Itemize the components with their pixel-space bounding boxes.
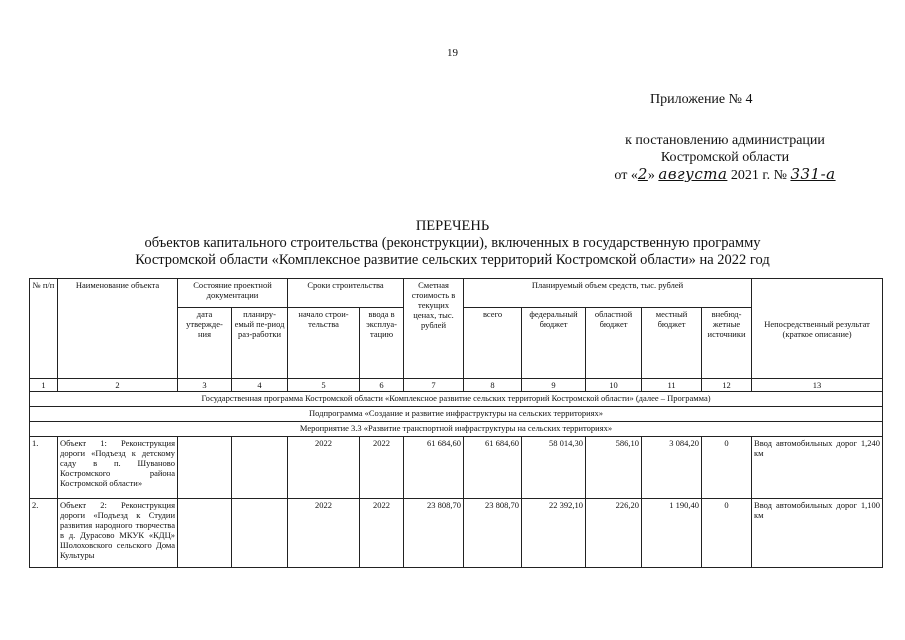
- header-regional: областной бюджет: [586, 308, 642, 379]
- column-number: 5: [288, 379, 360, 392]
- table-row: [30, 437, 883, 499]
- header-commission: ввода в эксплуа-тацию: [360, 308, 404, 379]
- title-line-3: Костромской области «Комплексное развитие сельских территорий Костромской области» на 2022 год: [135, 252, 770, 268]
- header-project-state: Состояние проектной документации: [178, 279, 288, 308]
- column-number: 2: [58, 379, 178, 392]
- header-row-top: [30, 279, 883, 308]
- header-planned-period: планиру-емый пе-риод раз-работки: [232, 308, 288, 379]
- header-offbudget: внебюд-жетные источники: [702, 308, 752, 379]
- row-federal: 22 392,10: [522, 499, 586, 568]
- table-row: [30, 499, 883, 568]
- row-name: Объект 2: Реконструкция дороги «Подъезд к Студии развития народного творчества в д. Дурасово МКУК «КДЦ» Шолоховского сельского Дома Культуры: [58, 499, 178, 568]
- column-number: 11: [642, 379, 702, 392]
- row-offbudget: 0: [702, 499, 752, 568]
- header-construction-terms: Сроки строительства: [288, 279, 404, 308]
- row-estimate: 61 684,60: [404, 437, 464, 499]
- column-number: 12: [702, 379, 752, 392]
- row-num: 2.: [30, 499, 58, 568]
- row-planned-period: [232, 499, 288, 568]
- header-name: Наименование объекта: [58, 279, 178, 379]
- row-planned-period: [232, 437, 288, 499]
- document-title: [0, 218, 905, 269]
- column-number: 13: [752, 379, 883, 392]
- decree-mid: »: [647, 168, 655, 183]
- row-regional: 226,20: [586, 499, 642, 568]
- header-result: Непосредственный результат (краткое описание): [752, 279, 883, 379]
- column-number: 3: [178, 379, 232, 392]
- header-estimate: Сметная стоимость в текущих ценах, тыс. рублей: [404, 279, 464, 379]
- measure-row: [30, 422, 883, 437]
- column-number: 4: [232, 379, 288, 392]
- objects-table: [29, 278, 883, 568]
- subprogram-title: Подпрограмма «Создание и развитие инфраструктуры на сельских территориях»: [30, 407, 883, 422]
- row-start: 2022: [288, 437, 360, 499]
- row-total: 23 808,70: [464, 499, 522, 568]
- column-number: 7: [404, 379, 464, 392]
- page-number: 19: [447, 47, 458, 59]
- row-estimate: 23 808,70: [404, 499, 464, 568]
- subprogram-row: [30, 407, 883, 422]
- decree-line-1: к постановлению администрации: [625, 133, 825, 148]
- row-commission: 2022: [360, 499, 404, 568]
- header-start: начало строи-тельства: [288, 308, 360, 379]
- decree-month: августа: [658, 165, 728, 183]
- decree-day: 2: [637, 165, 648, 183]
- header-approval-date: дата утвержде-ния: [178, 308, 232, 379]
- column-number: 9: [522, 379, 586, 392]
- row-commission: 2022: [360, 437, 404, 499]
- row-result: Ввод автомобильных дорог 1,100 км: [752, 499, 883, 568]
- row-approval-date: [178, 499, 232, 568]
- decree-number: 331-а: [790, 165, 836, 183]
- column-number: 6: [360, 379, 404, 392]
- header-num: № п/п: [30, 279, 58, 379]
- decree-date-line: [560, 166, 890, 184]
- appendix-label: Приложение № 4: [650, 92, 753, 107]
- column-number: 1: [30, 379, 58, 392]
- header-total: всего: [464, 308, 522, 379]
- row-approval-date: [178, 437, 232, 499]
- row-start: 2022: [288, 499, 360, 568]
- row-name: Объект 1: Реконструкция дороги «Подъезд к детскому саду в п. Шуваново Костромского района Костромской области»: [58, 437, 178, 499]
- header-funding: Планируемый объем средств, тыс. рублей: [464, 279, 752, 308]
- row-num: 1.: [30, 437, 58, 499]
- decree-year: 2021 г. №: [730, 168, 787, 183]
- row-regional: 586,10: [586, 437, 642, 499]
- column-number: 10: [586, 379, 642, 392]
- title-line-1: ПЕРЕЧЕНЬ: [415, 218, 490, 234]
- program-title: Государственная программа Костромской области «Комплексное развитие сельских территорий Костромской области» (далее – Программа): [30, 392, 883, 407]
- column-number: 8: [464, 379, 522, 392]
- row-local: 1 190,40: [642, 499, 702, 568]
- program-row: [30, 392, 883, 407]
- decree-line-2: Костромской области: [660, 150, 790, 165]
- decree-reference: [560, 132, 890, 184]
- row-total: 61 684,60: [464, 437, 522, 499]
- column-numbers-row: [30, 379, 883, 392]
- title-line-2: объектов капитального строительства (реконструкции), включенных в государственную программу: [144, 235, 761, 251]
- header-federal: федеральный бюджет: [522, 308, 586, 379]
- decree-prefix: от «: [614, 168, 638, 183]
- row-result: Ввод автомобильных дорог 1,240 км: [752, 437, 883, 499]
- measure-title: Мероприятие 3.3 «Развитие транспортной инфраструктуры на сельских территориях»: [30, 422, 883, 437]
- row-local: 3 084,20: [642, 437, 702, 499]
- row-federal: 58 014,30: [522, 437, 586, 499]
- header-local: местный бюджет: [642, 308, 702, 379]
- row-offbudget: 0: [702, 437, 752, 499]
